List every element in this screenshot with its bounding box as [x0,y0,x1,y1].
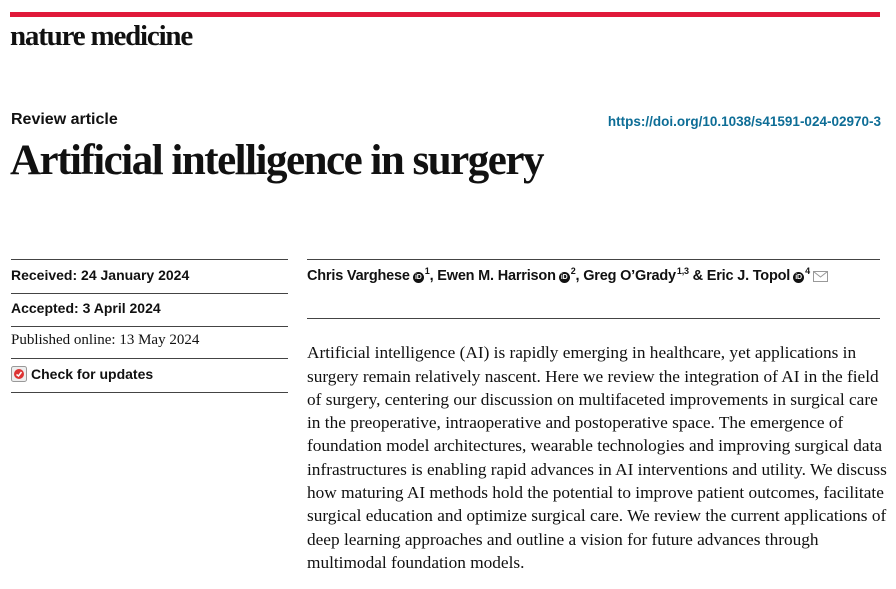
divider [307,318,880,319]
article-type: Review article [11,111,118,128]
check-updates-label: Check for updates [31,366,154,382]
author[interactable]: Greg O’Grady$^{1,3}$ [583,266,689,284]
doi-link[interactable]: https://doi.org/10.1038/s41591-024-02970-3 [607,114,881,129]
author-list: Chris Varghese iD$^1$, Ewen M. Harrison iD$^2$, Greg O’Grady$^{1,3}$ & Eric J. Topol iD$^4$ [307,266,828,286]
orcid-icon[interactable]: iD [413,272,424,283]
check-updates-icon [11,366,27,382]
email-icon[interactable] [813,270,828,286]
article-title: Artificial intelligence in surgery [10,137,543,184]
divider [11,259,288,260]
received-date: Received: 24 January 2024 [11,267,190,283]
top-accent-bar [10,12,880,17]
published-date: Published online: 13 May 2024 [11,332,200,348]
divider [307,259,880,260]
journal-logo[interactable]: nature medicine [10,20,193,52]
author[interactable]: Ewen M. Harrison iD$^2$ [437,266,576,284]
divider [11,358,288,359]
orcid-icon[interactable]: iD [793,272,804,283]
author[interactable]: Chris Varghese iD$^1$ [307,266,430,284]
divider [11,326,288,327]
abstract: Artificial intelligence (AI) is rapidly emerging in healthcare, yet applications in surgery remain relatively nascent. Here we review the integration of AI in the field of surgery, centering our discussion on multifaceted improvements in surgical care in the preoperative, intraoperative and postoperative space. The emergence of foundation model architectures, wearable technologies and improving surgical data infrastructures is enabling rapid advances in AI interventions and utility. We discuss how maturing AI methods hold the potential to improve patient outcomes, facilitate surgical education and optimize surgical care. We review the current applications of deep learning approaches and outline a vision for future advances through multimodal foundation models. [307,343,887,572]
divider [11,293,288,294]
orcid-icon[interactable]: iD [559,272,570,283]
accepted-date: Accepted: 3 April 2024 [11,300,161,316]
author[interactable]: Eric J. Topol iD$^4$ [706,266,810,284]
check-updates-button[interactable] [11,366,153,382]
divider [11,392,288,393]
